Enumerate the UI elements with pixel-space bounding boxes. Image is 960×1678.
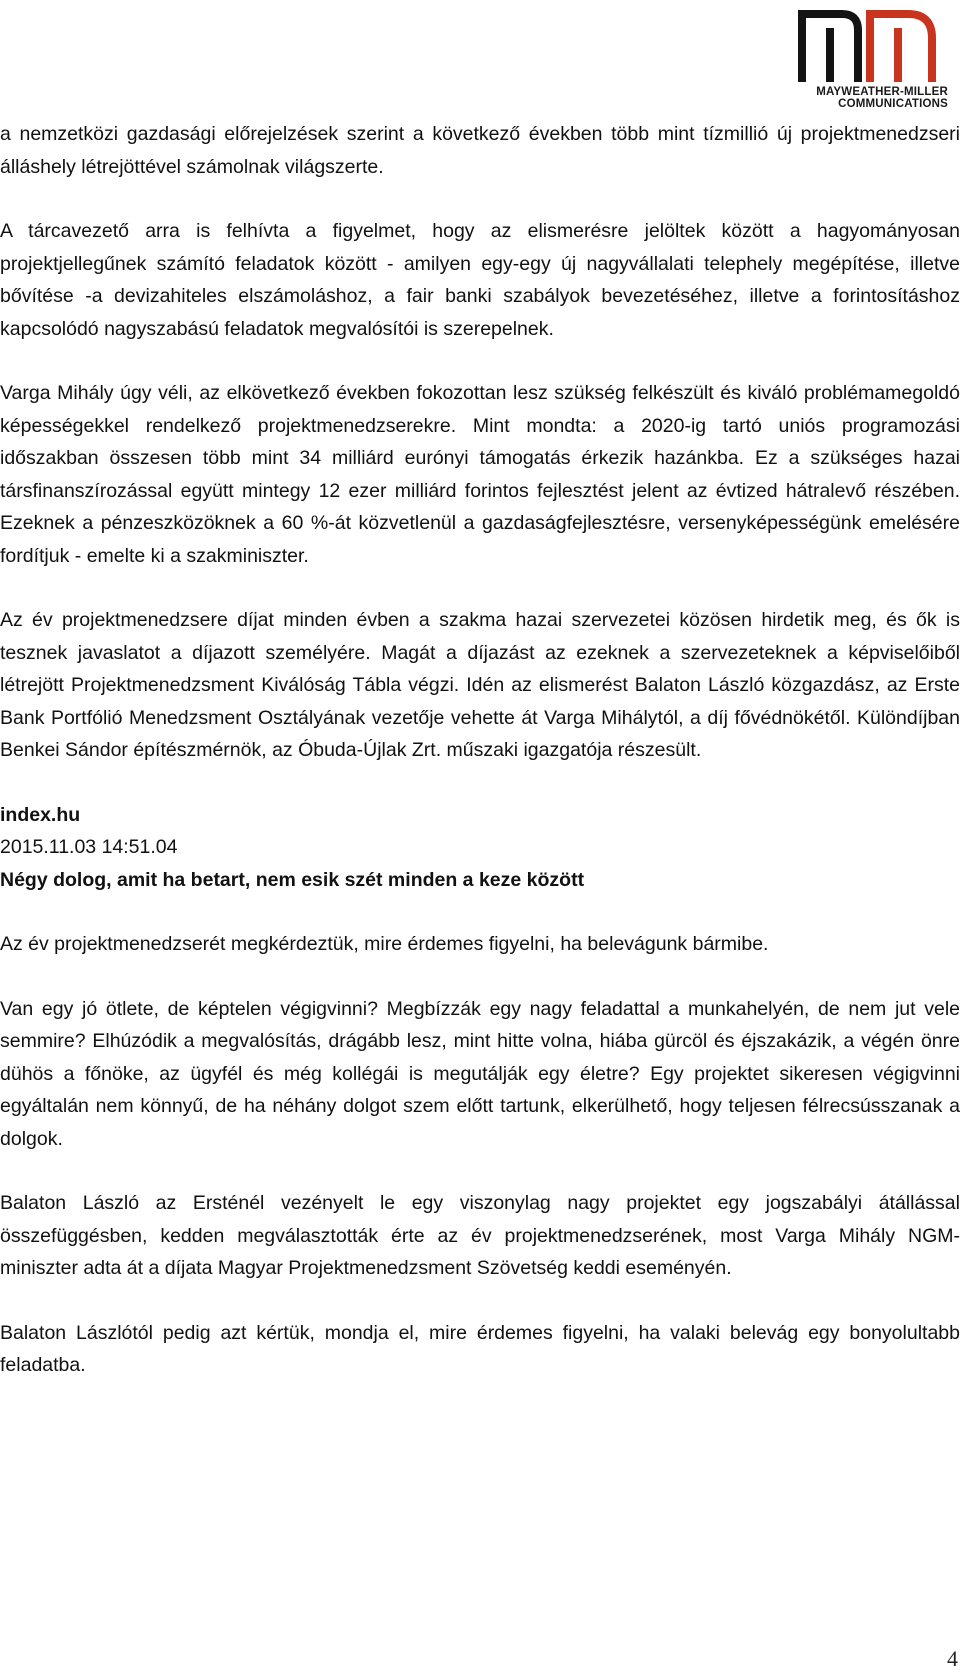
logo-line-1: MAYWEATHER-MILLER bbox=[816, 86, 948, 98]
article-source: index.hu bbox=[0, 803, 81, 826]
paragraph: Varga Mihály úgy véli, az elkövetkező években fokozottan lesz szükség felkészült és kiváló problémamegoldó képességekkel rendelkező projektmenedzserekre. Mint mondta: a 2020-ig tartó uniós programozási időszakban összesen több mint 34 milliárd eurónyi támogatás érkezik hazánkba. Ez a szükséges hazai társfinanszírozással együtt mintegy 12 ezer milliárd forintos fejlesztést jelent az évtized hátralevő részében. Ezeknek a pénzeszközöknek a 60 %-át közvetlenül a gazdaságfejlesztésre, versenyképességünk emelésére fordítjuk - emelte ki a szakminiszter. bbox=[0, 382, 960, 567]
article-paragraph: Balaton László az Ersténél vezényelt le egy viszonylag nagy projektet egy jogszabályi átállással összefüggésben, kedden megválasztották érte az év projektmenedzserének, most Varga Mihály NGM-miniszter adta át a díjata Magyar Projektmenedzsment Szövetség keddi eseményén. bbox=[0, 1192, 960, 1279]
article-title: Négy dolog, amit ha betart, nem esik szét minden a keze között bbox=[0, 868, 585, 891]
article-paragraph: Az év projektmenedzserét megkérdeztük, mire érdemes figyelni, ha belevágunk bármibe. bbox=[0, 933, 769, 955]
paragraph: a nemzetközi gazdasági előrejelzések szerint a következő években több mint tízmillió új projektmenedzseri álláshely létrejöttével számolnak világszerte. bbox=[0, 123, 960, 178]
page-number: 4 bbox=[947, 1646, 958, 1671]
article-paragraph: Balaton Lászlótól pedig azt kértük, mondja el, mire érdemes figyelni, ha valaki belevág egy bonyolultabb feladatba. bbox=[0, 1321, 960, 1376]
document-body bbox=[0, 118, 960, 1414]
paragraph: Az év projektmenedzsere díjat minden évben a szakma hazai szervezetei közösen hirdetik meg, és ők is tesznek javaslatot a díjazott személyére. Magát a díjazást az ezeknek a szervezeteknek a képviselőiből létrejött Projektmenedzsment Kiválóság Tábla végzi. Idén az elismerést Balaton László közgazdász, az Erste Bank Portfólió Menedzsment Osztályának vezetője vehette át Varga Mihálytól, a díj fővédnökétől. Különdíjban Benkei Sándor építészmérnök, az Óbuda-Újlak Zrt. műszaki igazgatója részesült. bbox=[0, 609, 960, 761]
logo-line-2: COMMUNICATIONS bbox=[838, 98, 948, 110]
mm-logo-icon bbox=[798, 6, 940, 82]
company-logo bbox=[773, 6, 948, 122]
article-timestamp: 2015.11.03 14:51.04 bbox=[0, 836, 178, 858]
paragraph: A tárcavezető arra is felhívta a figyelmet, hogy az elismerésre jelöltek között a hagyományosan projektjellegűnek számító feladatok között - amilyen egy-egy új nagyvállalati telephely megépítése, illetve bővítése -a devizahiteles elszámoláshoz, a fair banki szabályok bevezetéséhez, illetve a forintosításhoz kapcsolódó nagyszabású feladatok megvalósítói is szerepelnek. bbox=[0, 220, 960, 340]
article-paragraph: Van egy jó ötlete, de képtelen végigvinni? Megbízzák egy nagy feladattal a munkahelyén, de nem jut vele semmire? Elhúzódik a megvalósítás, drágább lesz, mint hitte volna, hiába gürcöl és éjszakázik, a végén önre dühös a főnöke, az ügyfél és még kollégái is megutálják egy életre? Egy projektet sikeresen végigvinni egyáltalán nem könnyű, de ha néhány dolgot szem előtt tartunk, elkerülhető, hogy teljesen félrecsússzanak a dolgok. bbox=[0, 997, 960, 1150]
